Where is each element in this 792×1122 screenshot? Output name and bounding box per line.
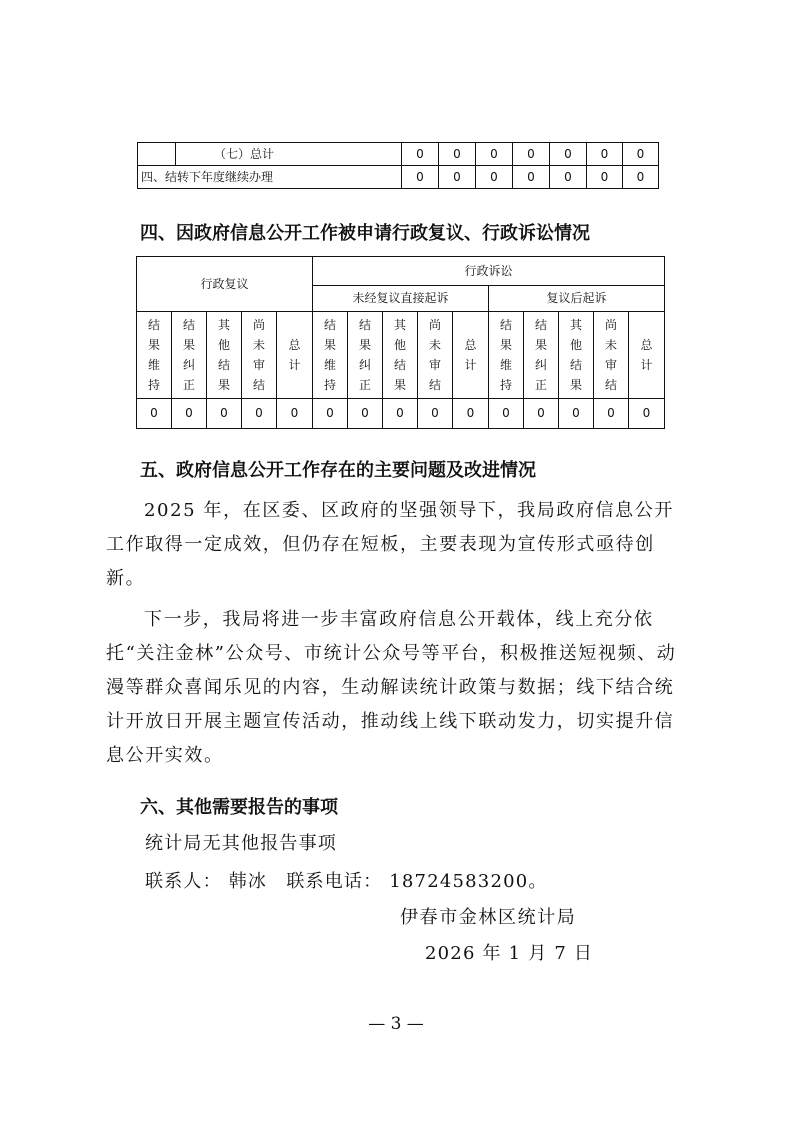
- col-header: 结果纠正: [348, 312, 383, 399]
- table-cell: 0: [277, 399, 313, 429]
- col-header: 总计: [277, 312, 313, 399]
- direct-suit-header: 未经复议直接起诉: [313, 286, 489, 312]
- table-cell: 0: [439, 143, 476, 166]
- col-header: 结果纠正: [524, 312, 559, 399]
- table-cell: 0: [402, 143, 439, 166]
- table-row: [138, 143, 659, 166]
- paragraph-status: 2025 年，在区委、区政府的坚强领导下，我局政府信息公开工作取得一定成效，但仍存在短板，主要表现为宣传形式亟待创新。: [106, 500, 674, 589]
- table-cell: 0: [629, 399, 665, 429]
- table-cell: 0: [587, 166, 623, 189]
- table-cell: 0: [623, 143, 659, 166]
- table-row: [138, 166, 659, 189]
- col-header: 其他结果: [559, 312, 594, 399]
- col-header: 尚未审结: [242, 312, 277, 399]
- table-cell: 0: [623, 166, 659, 189]
- signature-org: 伊春市金林区统计局: [400, 907, 577, 928]
- table-cell: 0: [550, 143, 587, 166]
- section-6-heading: 六、其他需要报告的事项: [140, 797, 338, 818]
- table-cell: 0: [439, 166, 476, 189]
- col-header: 其他结果: [207, 312, 242, 399]
- col-header: 总计: [629, 312, 665, 399]
- paragraph-next-steps: 下一步，我局将进一步丰富政府信息公开载体，线上充分依托“关注金林”公众号、市统计公众号等平台，积极推送短视频、动漫等群众喜闻乐见的内容，生动解读统计政策与数据；线下结合统计开放日开展主题宣传活动，推动线上线下联动发力，切实提升信息公开实效。: [106, 609, 677, 766]
- table-cell: 0: [587, 143, 623, 166]
- table-cell: 0: [453, 399, 489, 429]
- col-header: 尚未审结: [594, 312, 629, 399]
- table-cell: 0: [594, 399, 629, 429]
- col-header: 总计: [453, 312, 489, 399]
- review-litigation-table: [136, 256, 665, 429]
- table-cell: 0: [242, 399, 277, 429]
- row-label: 四、结转下年度继续办理: [138, 166, 402, 189]
- section-5-heading: 五、政府信息公开工作存在的主要问题及改进情况: [140, 460, 536, 481]
- table-cell: 0: [559, 399, 594, 429]
- col-header: 结果维持: [137, 312, 172, 399]
- col-header: 结果维持: [489, 312, 524, 399]
- summary-table: [137, 142, 659, 189]
- table-cell: 0: [402, 166, 439, 189]
- table-cell: 0: [383, 399, 418, 429]
- no-other-matters: 统计局无其他报告事项: [145, 833, 337, 854]
- table-cell: 0: [550, 166, 587, 189]
- contact-info: 联系人： 韩冰 联系电话： 18724583200。: [145, 871, 548, 892]
- col-header: 结果纠正: [172, 312, 207, 399]
- table-cell: 0: [137, 399, 172, 429]
- table-cell: 0: [418, 399, 453, 429]
- table-cell: 0: [172, 399, 207, 429]
- table-cell: 0: [513, 143, 550, 166]
- table-cell: 0: [489, 399, 524, 429]
- col-header: 尚未审结: [418, 312, 453, 399]
- col-header: 结果维持: [313, 312, 348, 399]
- litigation-header: 行政诉讼: [313, 257, 665, 286]
- table-cell: 0: [313, 399, 348, 429]
- reconsideration-header: 行政复议: [137, 257, 313, 312]
- col-header: 其他结果: [383, 312, 418, 399]
- signature-date: 2026 年 1 月 7 日: [425, 943, 594, 964]
- table-row: [137, 399, 665, 429]
- table-cell: 0: [207, 399, 242, 429]
- table-cell: 0: [513, 166, 550, 189]
- after-reconsideration-header: 复议后起诉: [489, 286, 665, 312]
- page-number: — 3 —: [368, 1014, 424, 1034]
- table-cell: 0: [476, 166, 513, 189]
- section-4-heading: 四、因政府信息公开工作被申请行政复议、行政诉讼情况: [140, 223, 590, 244]
- table-cell: 0: [348, 399, 383, 429]
- table-cell: 0: [524, 399, 559, 429]
- row-label: （七）总计: [176, 143, 402, 166]
- table-cell: 0: [476, 143, 513, 166]
